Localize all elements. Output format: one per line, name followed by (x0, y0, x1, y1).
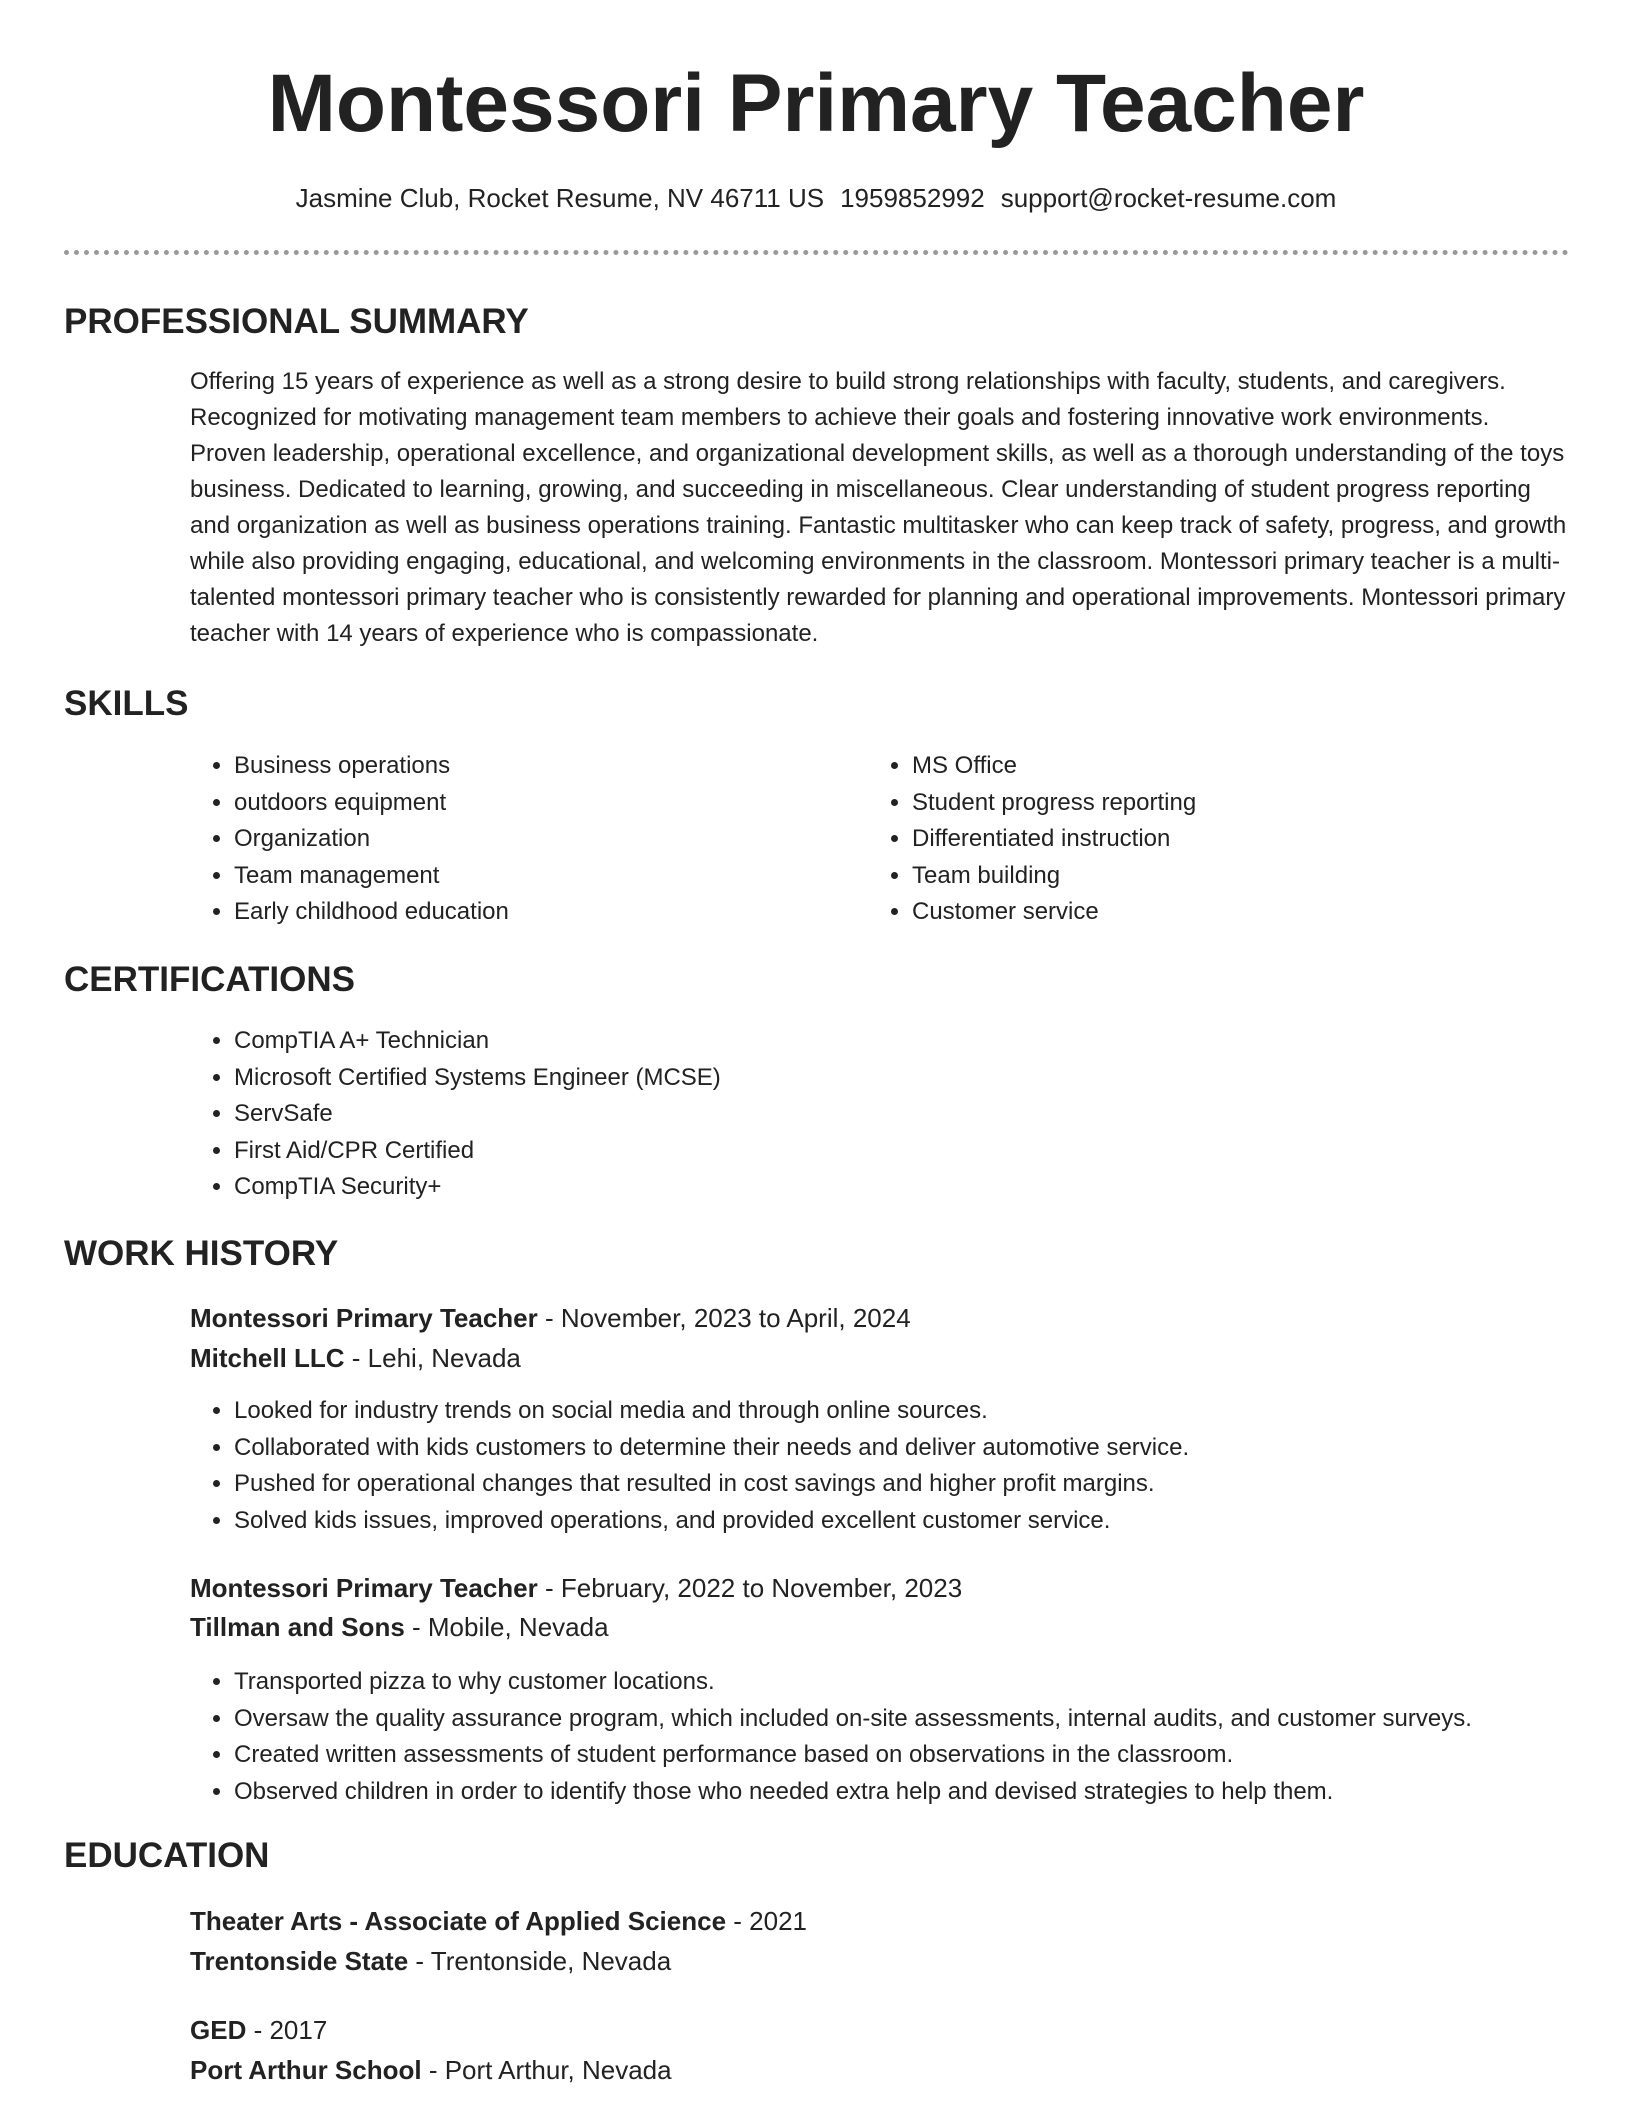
job-bullet: • Created written assessments of student performance based on observations in the classroom. (234, 1737, 1624, 1774)
skill-item: • Early childhood education (234, 894, 854, 931)
contact-email: support@rocket-resume.com (1000, 183, 1337, 213)
contact-address: Jasmine Club, Rocket Resume, NV 46711 US (295, 183, 825, 213)
job-bullet: • Looked for industry trends on social media and through online sources. (234, 1393, 1624, 1430)
certification-item: • First Aid/CPR Certified (234, 1133, 1534, 1170)
skill-item: • Customer service (912, 894, 1532, 931)
job-location: - Mobile, Nevada (404, 1612, 609, 1642)
education-heading: EDUCATION (64, 1836, 270, 1875)
contact-info (0, 180, 1632, 216)
education-degree-line (190, 2010, 327, 2050)
skill-item: • outdoors equipment (234, 785, 854, 822)
job-company-line (190, 1338, 521, 1378)
certification-item: • ServSafe (234, 1096, 1534, 1133)
job-bullet: • Observed children in order to identify those who needed extra help and devised strategies to help them. (234, 1774, 1624, 1811)
summary-heading: PROFESSIONAL SUMMARY (64, 302, 529, 341)
certification-item: • Microsoft Certified Systems Engineer (MCSE) (234, 1060, 1534, 1097)
skill-item: • Business operations (234, 748, 854, 785)
education-school-line (190, 2050, 672, 2090)
skill-item: • Differentiated instruction (912, 821, 1532, 858)
work-history-heading: WORK HISTORY (64, 1234, 339, 1273)
skill-item: • Team building (912, 858, 1532, 895)
skill-item: • Student progress reporting (912, 785, 1532, 822)
job-title-line (190, 1298, 911, 1338)
education-location: - Port Arthur, Nevada (421, 2055, 672, 2085)
certification-item: • CompTIA Security+ (234, 1169, 1534, 1206)
header-divider (64, 250, 1569, 255)
skills-list-right (868, 748, 1532, 931)
job-company-line (190, 1607, 609, 1647)
certification-item: • CompTIA A+ Technician (234, 1023, 1534, 1060)
job-dates: - November, 2023 to April, 2024 (537, 1303, 911, 1333)
job-bullet: • Transported pizza to why customer locations. (234, 1664, 1624, 1701)
certifications-heading: CERTIFICATIONS (64, 960, 356, 999)
education-school-line (190, 1941, 671, 1981)
job-bullets (190, 1664, 1624, 1810)
job-bullet: • Pushed for operational changes that resulted in cost savings and higher profit margins. (234, 1466, 1624, 1503)
job-role: Montessori Primary Teacher (190, 1573, 538, 1603)
job-bullet: • Collaborated with kids customers to determine their needs and deliver automotive service. (234, 1430, 1624, 1467)
certifications-list (190, 1023, 1534, 1206)
job-bullets (190, 1393, 1624, 1539)
skill-item: • Organization (234, 821, 854, 858)
job-bullet: • Solved kids issues, improved operations, and provided excellent customer service. (234, 1503, 1624, 1540)
skills-heading: SKILLS (64, 684, 189, 723)
education-location: - Trentonside, Nevada (408, 1946, 672, 1976)
education-school: Port Arthur School (190, 2055, 422, 2085)
education-year: - 2017 (246, 2015, 328, 2045)
summary-text: Offering 15 years of experience as well as a strong desire to build strong relationships with faculty, students, and caregivers. Recognized for motivating management team members to achieve their goals and fostering innovative work environments. Proven leadership, operational excellence, and organizational development skills, as well as a thorough understanding of the toys business. Dedicated to learning, growing, and succeeding in miscellaneous. Clear understanding of student progress reporting and organization as well as business operations training. Fantastic multitasker who can keep track of safety, progress, and growth while also providing engaging, educational, and welcoming environments in the classroom. Montessori primary teacher is a multi-talented montessori primary teacher who is consistently rewarded for planning and operational improvements. Montessori primary teacher with 14 years of experience who is compassionate. (190, 368, 1567, 647)
education-degree: Theater Arts - Associate of Applied Science (190, 1906, 727, 1936)
skills-list-left (190, 748, 854, 931)
skill-item: • MS Office (912, 748, 1532, 785)
job-company: Tillman and Sons (190, 1612, 405, 1642)
education-degree-line (190, 1901, 807, 1941)
job-location: - Lehi, Nevada (344, 1343, 521, 1373)
candidate-name: Montessori Primary Teacher (267, 58, 1365, 149)
job-title-line (190, 1568, 962, 1608)
job-role: Montessori Primary Teacher (190, 1303, 538, 1333)
education-year: - 2021 (726, 1906, 807, 1936)
job-company: Mitchell LLC (190, 1343, 345, 1373)
skill-item: • Team management (234, 858, 854, 895)
job-dates: - February, 2022 to November, 2023 (537, 1573, 963, 1603)
education-degree: GED (190, 2015, 247, 2045)
contact-phone: 1959852992 (840, 183, 985, 213)
education-school: Trentonside State (190, 1946, 409, 1976)
job-bullet: • Oversaw the quality assurance program, which included on-site assessments, internal audits, and customer surveys. (234, 1701, 1624, 1738)
